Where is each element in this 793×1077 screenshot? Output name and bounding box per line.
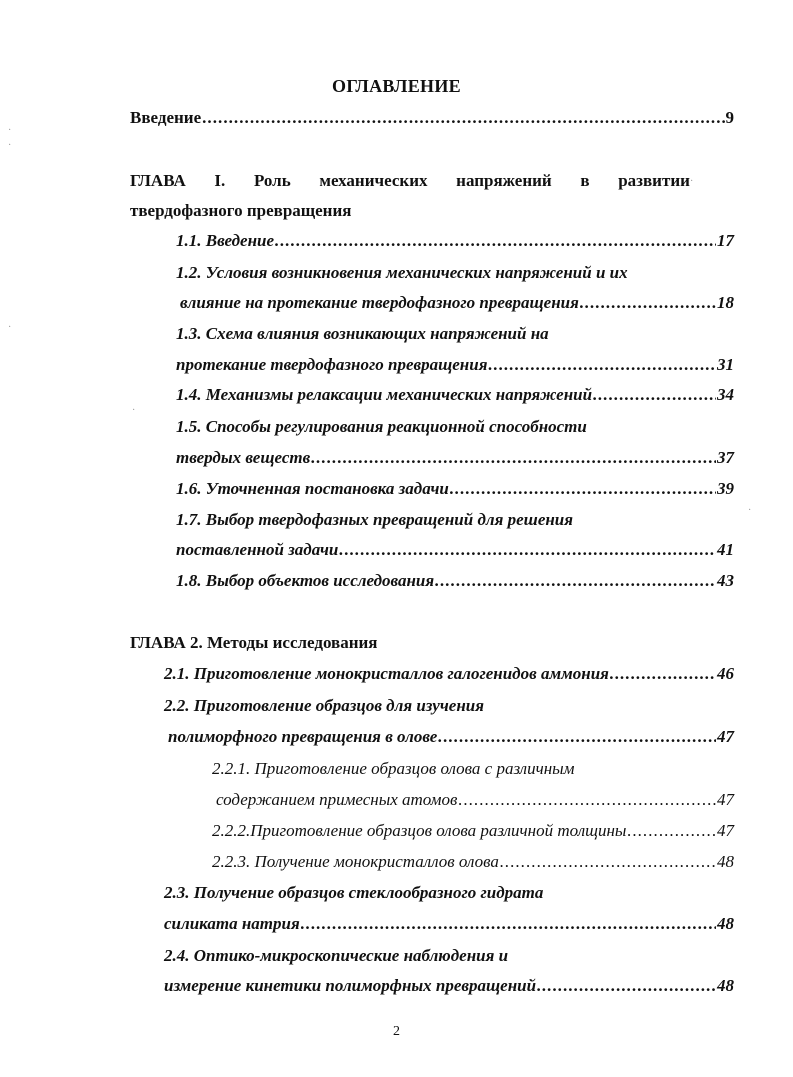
heading-word: ГЛАВА (130, 171, 186, 190)
toc-entry-page: 47 (717, 727, 734, 746)
dot-leader (627, 820, 716, 842)
toc-entry-page: 17 (717, 231, 734, 250)
toc-entry-label: силиката натрия (164, 914, 300, 933)
toc-entry-label: протекание твердофазного превращения (176, 355, 488, 374)
toc-entry-page: 43 (717, 571, 734, 590)
scan-speck: · (8, 322, 12, 333)
toc-entry-page: 47 (717, 790, 734, 809)
toc-entry-line1: 1.2. Условия возникновения механических напряжений и их (176, 263, 628, 282)
heading-word: развитии (618, 171, 690, 190)
dot-leader (500, 851, 716, 873)
toc-entry[interactable] (180, 292, 734, 314)
heading-word: I. (214, 171, 226, 190)
chapter1-heading-line2: твердофазного превращения (130, 201, 352, 220)
toc-entry[interactable] (176, 478, 734, 500)
toc-entry-label: твердых веществ (176, 448, 311, 467)
toc-entry-label: 1.8. Выбор объектов исследования (176, 571, 435, 590)
toc-entry-page: 48 (717, 976, 734, 995)
dot-leader (438, 726, 716, 748)
toc-entry-label: 1.6. Уточненная постановка задачи (176, 479, 449, 498)
toc-entry-page: 34 (717, 385, 734, 404)
page-title: ОГЛАВЛЕНИЕ (332, 76, 461, 96)
toc-entry-line1: 1.5. Способы регулирования реакционной способности (176, 417, 587, 436)
dot-leader (450, 478, 716, 500)
dot-leader (435, 570, 716, 592)
toc-entry[interactable] (216, 789, 734, 811)
toc-entry-page: 48 (717, 852, 734, 871)
toc-entry[interactable] (164, 975, 734, 997)
chapter2-heading: ГЛАВА 2. Методы исследования (130, 633, 378, 652)
toc-entry[interactable] (176, 354, 734, 376)
toc-entry-label: Введение (130, 108, 202, 127)
dot-leader (301, 913, 716, 935)
toc-entry[interactable] (168, 726, 734, 748)
page-number: 2 (393, 1024, 400, 1039)
dot-leader (610, 663, 716, 685)
toc-entry-label: 2.2.2.Приготовление образцов олова различной толщины (212, 821, 627, 840)
toc-entry-page: 39 (717, 479, 734, 498)
toc-entry-page: 48 (717, 914, 734, 933)
toc-entry-line1: 1.3. Схема влияния возникающих напряжений на (176, 324, 549, 343)
toc-entry-label: поставленной задачи (176, 540, 339, 559)
toc-entry-label: полиморфного превращения в олове (168, 727, 438, 746)
toc-entry[interactable] (176, 230, 734, 252)
chapter1-heading (130, 170, 690, 192)
dot-leader (580, 292, 716, 314)
toc-entry[interactable] (212, 820, 734, 842)
scan-speck: · (748, 505, 752, 516)
dot-leader (311, 447, 716, 469)
heading-word: механических (319, 171, 428, 190)
toc-entry-label: влияние на протекание твердофазного превращения (180, 293, 579, 312)
dot-leader (593, 384, 716, 406)
toc-entry-page: 46 (717, 664, 734, 683)
toc-entry-page: 41 (717, 540, 734, 559)
scan-speck: · (8, 125, 12, 136)
heading-word: Роль (253, 171, 291, 190)
toc-entry[interactable] (176, 447, 734, 469)
toc-entry-page: 18 (717, 293, 734, 312)
toc-entry-line1: 1.7. Выбор твердофазных превращений для решения (176, 510, 574, 529)
dot-leader (202, 107, 724, 129)
scan-speck: · (8, 140, 12, 151)
toc-entry[interactable] (176, 384, 734, 406)
dot-leader (458, 789, 716, 811)
toc-entry[interactable] (164, 913, 734, 935)
scan-speck: · (132, 405, 136, 416)
toc-entry-label: 2.1. Приготовление монокристаллов галогенидов аммония (164, 664, 609, 683)
heading-word: в (580, 171, 590, 190)
toc-entry-page: 31 (717, 355, 734, 374)
toc-entry-label: 1.1. Введение (176, 231, 275, 250)
toc-entry[interactable] (176, 539, 734, 561)
dot-leader (339, 539, 716, 561)
scan-speck: · (690, 176, 694, 187)
toc-entry-label: измерение кинетики полиморфных превращений (164, 976, 537, 995)
toc-entry-line1: 2.2.1. Приготовление образцов олова с различным (212, 759, 575, 778)
heading-word: напряжений (456, 171, 552, 190)
toc-entry-label: 2.2.3. Получение монокристаллов олова (212, 852, 499, 871)
dot-leader (275, 230, 716, 252)
dot-leader (537, 975, 716, 997)
toc-entry-page: 47 (717, 821, 734, 840)
toc-entry-page: 9 (725, 108, 734, 127)
toc-entry[interactable] (212, 851, 734, 873)
toc-entry[interactable] (176, 570, 734, 592)
toc-entry-line1: 2.4. Оптико-микроскопические наблюдения и (164, 946, 509, 965)
toc-entry-label: 1.4. Механизмы релаксации механических напряжений (176, 385, 593, 404)
toc-entry-label: содержанием примесных атомов (216, 790, 458, 809)
dot-leader (488, 354, 716, 376)
toc-entry[interactable] (164, 663, 734, 685)
toc-entry-intro[interactable] (130, 107, 734, 129)
toc-entry-line1: 2.3. Получение образцов стеклообразного гидрата (164, 883, 544, 902)
toc-entry-page: 37 (717, 448, 734, 467)
toc-entry-line1: 2.2. Приготовление образцов для изучения (164, 696, 484, 715)
